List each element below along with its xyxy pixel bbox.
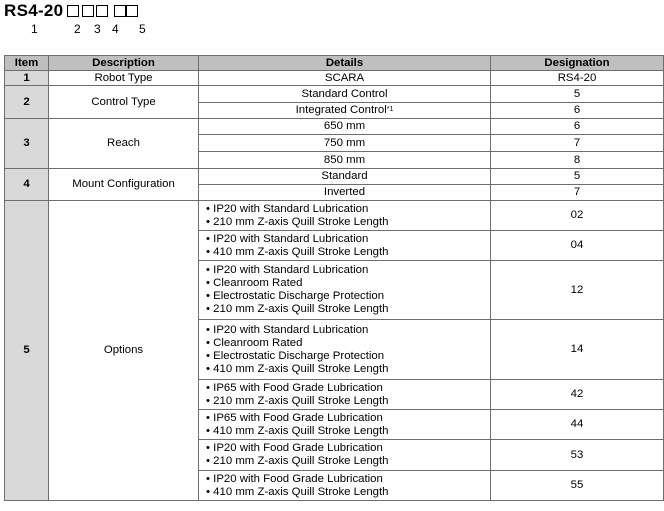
item-description: Mount Configuration <box>49 169 199 201</box>
code-box-5b <box>126 5 138 17</box>
position-label-2: 2 <box>74 22 81 36</box>
option-line: • IP20 with Standard Lubrication <box>206 232 369 245</box>
header-description: Description <box>49 56 199 71</box>
designation-cell: 6 <box>491 119 664 135</box>
option-line: • 410 mm Z-axis Quill Stroke Length <box>206 362 389 375</box>
detail-cell <box>199 471 491 501</box>
designation-cell: 6 <box>491 103 664 119</box>
detail-cell <box>199 261 491 320</box>
detail-cell <box>199 440 491 471</box>
code-box-3 <box>82 5 94 17</box>
designation-cell: 5 <box>491 169 664 185</box>
header-row <box>5 56 664 71</box>
designation-cell: 04 <box>491 231 664 261</box>
designation-cell: 02 <box>491 201 664 231</box>
option-line: • IP20 with Food Grade Lubrication <box>206 472 383 485</box>
footnote-marker: *1 <box>386 106 394 113</box>
table-row <box>5 169 664 185</box>
detail-cell: SCARA <box>199 71 491 86</box>
option-line: • 210 mm Z-axis Quill Stroke Length <box>206 303 389 315</box>
detail-cell <box>199 380 491 410</box>
table-row <box>5 119 664 135</box>
item-description: Options <box>49 201 199 501</box>
header-designation: Designation <box>491 56 664 71</box>
specification-table <box>4 55 664 501</box>
designation-cell: 42 <box>491 380 664 410</box>
detail-cell: Inverted <box>199 185 491 201</box>
designation-cell: 44 <box>491 410 664 440</box>
option-line: • Electrostatic Discharge Protection <box>206 349 385 362</box>
item-number: 3 <box>5 119 49 169</box>
model-prefix: RS4-20 <box>4 1 64 20</box>
position-label-3: 3 <box>94 22 101 36</box>
option-line: • Cleanroom Rated <box>206 336 303 349</box>
item-description: Robot Type <box>49 71 199 86</box>
detail-text: Integrated Control <box>295 104 387 116</box>
detail-cell <box>199 231 491 261</box>
table-row <box>5 86 664 103</box>
position-label-5: 5 <box>139 22 146 36</box>
option-line: • IP20 with Standard Lubrication <box>206 202 369 215</box>
option-line: • 210 mm Z-axis Quill Stroke Length <box>206 455 389 467</box>
designation-cell: 55 <box>491 471 664 501</box>
table-row <box>5 201 664 231</box>
item-number: 4 <box>5 169 49 201</box>
option-line: • IP20 with Standard Lubrication <box>206 323 369 336</box>
designation-cell: 7 <box>491 185 664 201</box>
option-line: • 410 mm Z-axis Quill Stroke Length <box>206 485 389 498</box>
option-line: • 410 mm Z-axis Quill Stroke Length <box>206 424 389 437</box>
item-description: Control Type <box>49 86 199 119</box>
detail-cell <box>199 201 491 231</box>
detail-cell: Standard <box>199 169 491 185</box>
designation-cell: RS4-20 <box>491 71 664 86</box>
table-row <box>5 71 664 86</box>
code-box-5a <box>114 5 126 17</box>
option-line: • IP20 with Food Grade Lubrication <box>206 442 383 454</box>
detail-cell <box>199 103 491 119</box>
option-line: • Electrostatic Discharge Protection <box>206 290 385 302</box>
designation-cell: 14 <box>491 320 664 380</box>
item-description: Reach <box>49 119 199 169</box>
item-number: 5 <box>5 201 49 501</box>
detail-cell: 850 mm <box>199 152 491 169</box>
detail-cell <box>199 320 491 380</box>
option-line: • IP65 with Food Grade Lubrication <box>206 381 383 394</box>
detail-cell: 650 mm <box>199 119 491 135</box>
option-line: • IP20 with Standard Lubrication <box>206 264 369 276</box>
option-line: • 210 mm Z-axis Quill Stroke Length <box>206 215 389 228</box>
model-code <box>4 0 138 22</box>
item-number: 2 <box>5 86 49 119</box>
position-label-4: 4 <box>112 22 119 36</box>
option-line: • 210 mm Z-axis Quill Stroke Length <box>206 394 389 407</box>
designation-cell: 8 <box>491 152 664 169</box>
code-box-4 <box>96 5 108 17</box>
detail-cell: Standard Control <box>199 86 491 103</box>
designation-cell: 5 <box>491 86 664 103</box>
designation-cell: 53 <box>491 440 664 471</box>
header-item: Item <box>5 56 49 71</box>
item-number: 1 <box>5 71 49 86</box>
detail-cell: 750 mm <box>199 135 491 152</box>
option-line: • Cleanroom Rated <box>206 277 303 289</box>
header-details: Details <box>199 56 491 71</box>
designation-cell: 12 <box>491 261 664 320</box>
designation-cell: 7 <box>491 135 664 152</box>
option-line: • IP65 with Food Grade Lubrication <box>206 411 383 424</box>
position-label-1: 1 <box>31 22 38 36</box>
detail-cell <box>199 410 491 440</box>
option-line: • 410 mm Z-axis Quill Stroke Length <box>206 245 389 258</box>
code-box-2 <box>67 5 79 17</box>
